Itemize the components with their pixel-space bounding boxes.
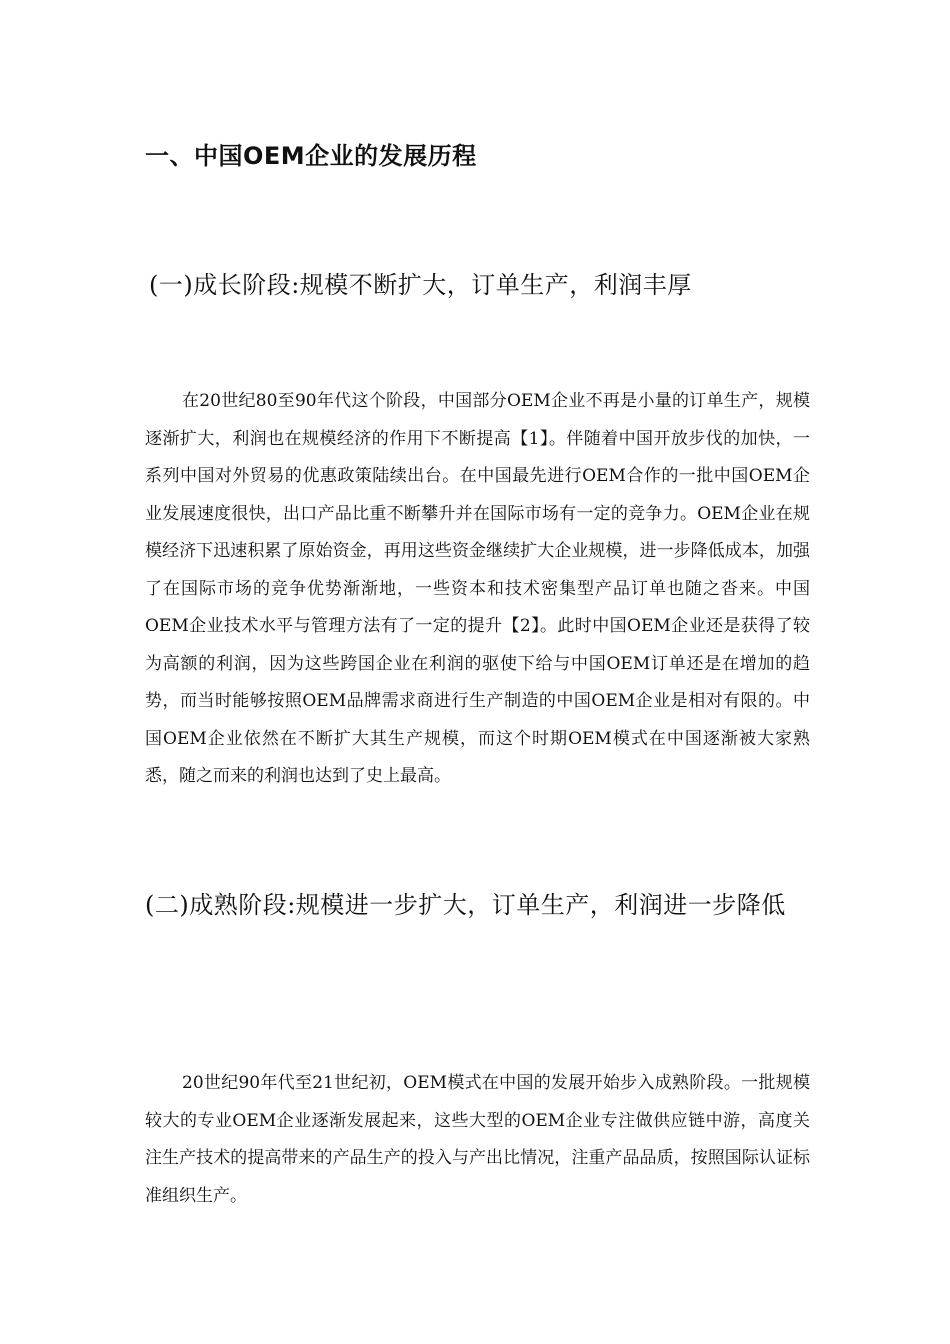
section-body-mature-stage: 20世纪90年代至21世纪初，OEM模式在中国的发展开始步入成熟阶段。一批规模较大的专业OEM企业逐渐发展起来，这些大型的OEM企业专注做供应链中游，高度关注生产技术的提高带来的产品生产的投入与产出比情况，注重产品品质，按照国际认证标准组织生产。 — [145, 1073, 810, 1206]
section-body-growth-stage: 在20世纪80至90年代这个阶段，中国部分OEM企业不再是小量的订单生产，规模逐渐扩大，利润也在规模经济的作用下不断提高【1】。伴随着中国开放步伐的加快，一系列中国对外贸易的优惠政策陆续出台。在中国最先进行OEM合作的一批中国OEM企业发展速度很快，出口产品比重不断攀升并在国际市场有一定的竞争力。OEM企业在规模经济下迅速积累了原始资金，再用这些资金继续扩大企业规模，进一步降低成本，加强了在国际市场的竞争优势渐渐地，一些资本和技术密集型产品订单也随之沓来。中国OEM企业技术水平与管理方法有了一定的提升【2】。此时中国OEM企业还是获得了较为高额的利润，因为这些跨国企业在利润的驱使下给与中国OEM订单还是在增加的趋势，而当时能够按照OEM品牌需求商进行生产制造的中国OEM企业是相对有限的。中国OEM企业依然在不断扩大其生产规模，而这个时期OEM模式在中国逐渐被大家熟悉，随之而来的利润也达到了史上最高。 — [145, 391, 810, 786]
section-title-growth-stage: (一)成长阶段:规模不断扩大，订单生产，利润丰厚 — [149, 271, 692, 299]
document-heading: 一、中国OEM企业的发展历程 — [145, 142, 477, 170]
section-title-mature-stage: (二)成熟阶段:规模进一步扩大，订单生产，利润进一步降低 — [145, 891, 786, 919]
